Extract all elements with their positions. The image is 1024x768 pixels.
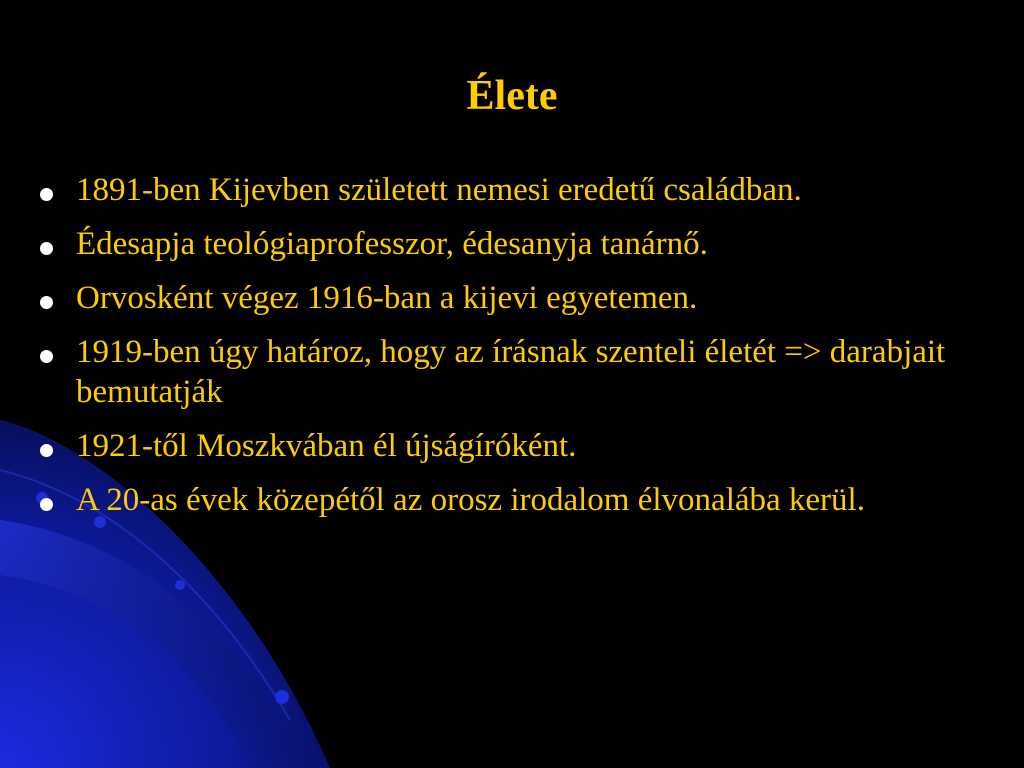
bullet-item	[40, 170, 990, 210]
bullet-item	[40, 480, 990, 520]
bullet-dot-icon	[40, 188, 53, 201]
bullet-dot-icon	[40, 296, 53, 309]
blue-dot	[275, 690, 289, 704]
bullet-dot-icon	[40, 498, 53, 511]
bullet-text: 1919-ben úgy határoz, hogy az írásnak szenteli életét => darabjait bemutatják	[76, 334, 946, 410]
slide-title: Élete	[466, 73, 558, 119]
bullet-item	[40, 278, 990, 318]
bullet-list	[40, 170, 990, 534]
bullet-item	[40, 426, 990, 466]
bullet-text: Édesapja teológiaprofesszor, édesanyja tanárnő.	[76, 226, 708, 262]
bullet-text: A 20-as évek közepétől az orosz irodalom élvonalába kerül.	[76, 482, 865, 518]
bullet-text: Orvosként végez 1916-ban a kijevi egyetemen.	[76, 280, 698, 316]
bullet-text: 1921-től Moszkvában él újságíróként.	[76, 428, 577, 464]
bullet-text: 1891-ben Kijevben született nemesi eredetű családban.	[76, 172, 802, 208]
bullet-item	[40, 332, 990, 412]
bullet-dot-icon	[40, 242, 53, 255]
bullet-item	[40, 224, 990, 264]
bullet-dot-icon	[40, 444, 53, 457]
blue-dot	[175, 580, 185, 590]
bullet-dot-icon	[40, 350, 53, 363]
